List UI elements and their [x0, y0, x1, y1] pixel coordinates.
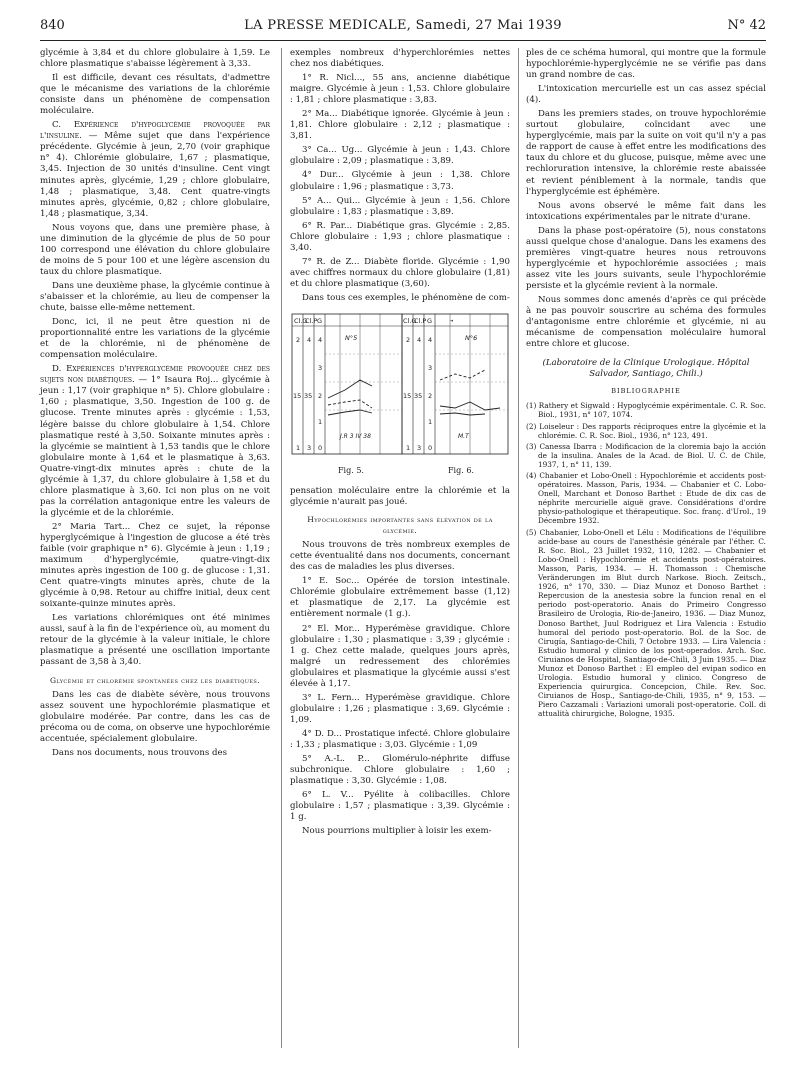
graph-number: N°5 — [345, 333, 358, 342]
column-divider — [281, 48, 282, 1048]
case-entry: 1° R. Nicl..., 55 ans, ancienne diabétique maigre. Glycémie à jeun : 1,53. Chlore globulaire : 1,81 ; chlore plasmatique : 3,83. — [290, 73, 510, 106]
axis-header: Cl.G — [403, 316, 417, 325]
bibliography-entry: (2) Loiseleur : Des rapports réciproques entre la glycémie et la chlorémie. C. R. Soc. Biol., 1936, n° 123, 491. — [526, 421, 766, 440]
column-1 — [40, 48, 270, 762]
paragraph: Il est difficile, devant ces résultats, d'admettre que le mécanisme des variations de la chlorémie consiste dans un phénomène de compensation moléculaire. — [40, 73, 270, 117]
tick-label: 2 — [428, 391, 433, 400]
axis-header: G — [317, 316, 323, 325]
case-entry: 3° Ca... Ug... Glycémie à jeun : 1,43. Chlore globulaire : 2,09 ; plasmatique : 3,89. — [290, 145, 510, 167]
journal-title: LA PRESSE MEDICALE, Samedi, 27 Mai 1939 — [244, 18, 562, 33]
bibliography-entry: (1) Rathery et Sigwald : Hypoglycémie expérimentale. C. R. Soc. Biol., 1931, n° 107, 1074. — [526, 401, 766, 420]
column-divider — [518, 48, 519, 1048]
paragraph: glycémie à 3,84 et du chlore globulaire à 1,59. Le chlore plasmatique s'abaisse légèrement à 3,33. — [40, 48, 270, 70]
tick-label: 3 — [417, 443, 422, 452]
paragraph: exemples nombreux d'hyperchlorémies nettes chez nos diabétiques. — [290, 48, 510, 70]
paragraph: Nous trouvons de très nombreux exemples de cette éventualité dans nos documents, concernant des cas de maladies les plus diverses. — [290, 540, 510, 573]
header-rule — [40, 40, 766, 41]
paragraph: Dans les cas de diabète sévère, nous trouvons assez souvent une hypochlorémie plasmatique et globulaire modérée. Par contre, dans les cas de précoma ou de coma, on observe une hypochlorémie accentuée, spécialement globulaire. — [40, 689, 270, 744]
figure-caption: Fig. 6. — [448, 465, 474, 475]
affiliation: (Laboratoire de la Clinique Urologique. Hôpital Salvador, Santiago, Chili.) — [542, 358, 750, 380]
tick-label: 1 — [318, 417, 323, 426]
case-entry: 3° L. Fern... Hyperémèse gravidique. Chlore globulaire : 1,26 ; plasmatique : 3,69. Glycémie : 1,09. — [290, 692, 510, 725]
graph-subject-label: M.T — [458, 432, 469, 440]
paragraph-text: — 1° Isaura Roj... glycémie à jeun : 1,17 (voir graphique n° 5). Chlore globulaire : 1,60 ; plasmatique, 3,50. Ingestion de 100 g. de glucose. Trente minutes après : glycémie : 1,53, légère baisse du chlore globulaire à 1,54. Chlore plasmatique resté à 3,50. Soixante minutes après : la glycémie se maintient à 1,53 tandis que le chlore globulaire monte à 1,64 et le plasmatique à 3,63. Quatre-vingt-dix minutes après : chute de la glycémie à 1,37, du chlore globulaire à 1,58 et du chlore plasmatique à 3,60. Ici non plus on ne voit pas la corrélation antagonique entre les valeurs de la glycémie et de la chlorémie. — [40, 375, 270, 518]
tick-label: 0 — [428, 443, 433, 452]
graph-subject-label: J.R 3 IV 38 — [340, 432, 371, 440]
tick-label: 4 — [428, 335, 433, 344]
paragraph: Nous sommes donc amenés d'après ce qui précède à ne pas pouvoir souscrire au schéma des formules d'antagonisme entre chlorémie et glycémie, ni au mécanisme de compensation moléculaire humoral entre chlore et glucose. — [526, 294, 766, 350]
tick-label: 2 — [318, 391, 323, 400]
graph-figure-5-6 — [290, 310, 510, 465]
graph-number: N°6 — [465, 333, 478, 342]
case-entry: 5° A... Qui... Glycémie à jeun : 1,56. Chlore globulaire : 1,83 ; plasmatique : 3,89. — [290, 195, 510, 217]
tick-label: 0 — [318, 443, 323, 452]
issue-number: N° 42 — [727, 18, 766, 33]
paragraph: Dans une deuxième phase, la glycémie continue à s'abaisser et la chlorémie, au lieu de compenser la chute, baisse elle-même nettement. — [40, 280, 270, 314]
tick-label: 1 — [296, 443, 301, 452]
plasma-chlorine-curve — [328, 400, 372, 408]
bibliography-entry: (5) Chabanier, Lobo-Onell et Lélu : Modifications de l'équilibre acide-base au cours de l'anesthésie générale par l'éther. C. R. Soc. Biol., 23 Juillet 1932, 110, 1282. — Chabanier et Lobo-Onell : Hypochlorémie et accidents post-opératoires. Masson, Paris, 1934. — H. Thomasson : Chemische Veränderungen im Blut durch Narkose. Bioch. Zeitsch., 1926, n° 170, 330. — Diaz Munoz et Donoso Barthet : Repercusion de la anestesia sobre la funcion renal en el periodo post-operatorio. Anais do Primeiro Congresso Brasileiro de Urologia, Rio-de-Janeiro, 1936. — Diaz Munoz, Donoso Barthet, Juul Rodriguez et Lira Valencia : Estudio humoral del periodo post-operatorio. Bol. de la Soc. de Cirugía, Santiago-de-Chili, 7 Octobre 1933. — Lira Valencia : Estudio humoral y clinico de los post-operados. Arch. Soc. Ciruianos de Hospital, Santiago-de-Chili, 3 Juin 1935. — Diaz Munoz et Donoso Barthet : El empleo del evipan sodico en Urologia. Estudio humoral y clinico. Congreso de Experiencia quirurgica. Concepcion, Chile. Rev. Soc. Ciruianos de Hosp., Santiago-de-Chili, 1935, n° 9, 153. — Piero Cazzamali : Variazioni umorali post-operatorie. Coll. di attualità chirurgiche, Bologne, 1935. — [526, 527, 766, 719]
paragraph: Nous voyons que, dans une première phase, à une diminution de la glycémie de plus de 50 pour 100 correspond une élévation du chlore globulaire de moins de 5 pour 100 et une légère ascension du taux du chlore plasmatique. — [40, 222, 270, 277]
paragraph — [40, 120, 270, 219]
paragraph: Nous pourrions multiplier à loisir les exem- — [302, 826, 492, 837]
figure-caption: Fig. 5. — [338, 465, 364, 475]
paragraph: Dans la phase post-opératoire (5), nous constatons aussi quelque chose d'analogue. Dans les examens des premières vingt-quatre heures nous retrouvons hyperglycémie et hypochlorémie associées ; mais assez vite les jours suivants, seule l'hypochlorémie persiste et la glycémie revient à la normale. — [526, 225, 766, 291]
paragraph: Dans nos documents, nous trouvons des — [52, 747, 228, 758]
axis-header: G — [427, 316, 433, 325]
figures-5-6 — [290, 310, 510, 480]
tick-label: 1 — [428, 417, 433, 426]
case-entry: 4° Dur... Glycémie à jeun : 1,38. Chlore globulaire : 1,96 ; plasmatique : 3,73. — [290, 170, 510, 192]
case-entry: 6° L. V... Pyélite à colibacilles. Chlore globulaire : 1,57 ; plasmatique : 3,39. Glycémie : 1 g. — [290, 790, 510, 823]
bibliography-entry: (3) Canessa Ibarra : Modificacion de la cloremia bajo la acción de la insulina. Anales de la Acad. de Biol. U. C. de Chile, 1937, 1, n° 11, 139. — [526, 441, 766, 469]
glycemia-curve — [328, 380, 372, 398]
column-3 — [526, 48, 766, 721]
bibliography-entry: (4) Chabanier et Lobo-Onell : Hypochlorémie et accidents post-opératoires. Masson, Paris, 1934. — Chabanier et C. Lobo-Onell, Marchant et Donoso Barthet : Etude de dix cas de néphrite mercurielle aiguë grave. Considérations d'ordre physio-pathologique et thérapeutique. Soc. franç. d'Urol., 19 Décembre 1932. — [526, 471, 766, 526]
paragraph-text: — Même sujet que dans l'expérience précédente. Glycémie à jeun, 2,70 (voir graphique n° 4). Chlorémie globulaire, 1,67 ; plasmatique, 3,45. Injection de 30 unités d'insuline. Cent vingt minutes après, glycémie, 1,29 ; chlore globulaire, 1,48 ; plasmatique, 3,48. Cent quatre-vingts minutes après, glycémie, 0,82 ; chlore globulaire, 1,48 ; plasmatique, 3,34. — [40, 131, 270, 219]
paragraph: pensation moléculaire entre la chlorémie et la glycémie n'aurait pas joué. — [290, 485, 510, 508]
paragraph: L'intoxication mercurielle est un cas assez spécial (4). — [526, 84, 766, 106]
globular-chlorine-curve — [440, 413, 485, 415]
axis-header: Cl.G — [294, 316, 308, 325]
paragraph: Dans les premiers stades, on trouve hypochlorémie surtout globulaire, coïncidant avec une hyperglycémie, mais par la suite on voit qu'il n'y a pas de rapport de cause à effet entre les modifications des taux du chlore et du glucose, puisque, même avec une rechloruration intensive, la chlorémie reste abaissée et revient péniblement à la normale, tandis que l'hyperglycémie est éphémère. — [526, 109, 766, 197]
section-heading: Glycémie et chlorémie spontanées chez les diabétiques. — [49, 675, 261, 685]
case-entry: 2° El. Mor... Hyperémèse gravidique. Chlore globulaire : 1,30 ; plasmatique : 3,39 ; glycémie : 1 g. Chez cette malade, quelques jours après, malgré un redressement des chlorémies globulaires et plasmatique la glycémie aussi s'est élevée à 1,17. — [290, 623, 510, 689]
bibliography-list — [526, 401, 766, 718]
paragraph — [40, 364, 270, 519]
section-heading: Hypochlorémies importantes sans élévation de la glycémie. — [307, 515, 493, 536]
paragraph: Donc, ici, il ne peut être question ni de proportionnalité entre les variations de la glycémie et de la chlorémie, ni de phénomène de compensation moléculaire. — [40, 317, 270, 361]
tick-label: 2 — [406, 335, 411, 344]
tick-label: 15 — [293, 391, 302, 400]
case-entry: 4° D. D... Prostatique infecté. Chlore globulaire : 1,33 ; plasmatique : 3,03. Glycémie : 1,09 — [290, 728, 510, 750]
arrow-icon: ➜ — [450, 317, 454, 323]
axis-header: Cl.P — [414, 316, 427, 325]
paragraph: Les variations chlorémiques ont été minimes aussi, sauf à la fin de l'expérience où, au moment du retour de la glycémie à la valeur initiale, le chlore plasmatique a présenté une oscillation importante passant de 3,58 à 3,40. — [40, 613, 270, 668]
case-entry: 6° R. Par... Diabétique gras. Glycémie : 2,85. Chlore globulaire : 1,93 ; chlore plasmatique : 3,40. — [290, 220, 510, 253]
column-2 — [290, 48, 510, 840]
case-entry: 5° A.-L. P... Glomérulo-néphrite diffuse subchronique. Chlore globulaire : 1,60 ; plasmatique : 3,30. Glycémie : 1,08. — [290, 754, 510, 787]
tick-label: 3 — [318, 363, 323, 372]
paragraph: 2° Maria Tart... Chez ce sujet, la réponse hyperglycémique à l'ingestion de glucose a été très faible (voir graphique n° 6). Glycémie à jeun : 1,19 ; maximum d'hyperglycémie, quatre-vingt-dix minutes après ingestion de 100 g. de glucose : 1,31. Cent quatre-vingts minutes après, chute de la glycémie à 0,98. Retour au chiffre initial, deux cent soixante-quinze minutes après. — [40, 521, 270, 610]
tick-label: 4 — [417, 335, 422, 344]
tick-label: 3 — [428, 363, 433, 372]
tick-label: 4 — [307, 335, 312, 344]
case-entry: 2° Ma... Diabétique ignorée. Glycémie à jeun : 1,81. Chlore globulaire : 2,12 ; plasmatique : 3,81. — [290, 109, 510, 142]
section-lead: D. Expériences d'hyperglycémie provoquée chez des sujets non diabétiques. — [40, 364, 270, 386]
paragraph: Dans tous ces exemples, le phénomène de com- — [302, 292, 510, 303]
paragraph: ples de ce schéma humoral, qui montre que la formule hypochlorémie-hyperglycémie ne se vérifie pas dans un grand nombre de cas. — [526, 48, 766, 81]
page-number: 840 — [40, 18, 65, 33]
bibliography-heading: BIBLIOGRAPHIE — [611, 387, 681, 396]
globular-chlorine-curve — [328, 410, 372, 415]
page-header — [40, 18, 766, 36]
tick-label: 1 — [406, 443, 411, 452]
tick-label: 3 — [307, 443, 312, 452]
tick-label: 35 — [414, 391, 423, 400]
section-lead: C. Expérience d'hypoglycémie provoquée par l'insuline. — [40, 120, 270, 142]
tick-label: 2 — [296, 335, 301, 344]
tick-label: 15 — [403, 391, 412, 400]
tick-label: 35 — [304, 391, 313, 400]
paragraph: Nous avons observé le même fait dans les intoxications expérimentales par le nitrate d'urane. — [526, 200, 766, 222]
axis-header: Cl.P — [305, 316, 318, 325]
case-entry: 7° R. de Z... Diabète floride. Glycémie : 1,90 avec chiffres normaux du chlore globulaire (1,81) et du chlore plasmatique (3,60). — [290, 256, 510, 289]
case-entry: 1° E. Soc... Opérée de torsion intestinale. Chlorémie globulaire extrêmement basse (1,12) et plasmatique de 2,17. La glycémie est entièrement normale (1 g.). — [290, 576, 510, 620]
glycemia-curve — [440, 370, 485, 380]
tick-label: 4 — [318, 335, 323, 344]
